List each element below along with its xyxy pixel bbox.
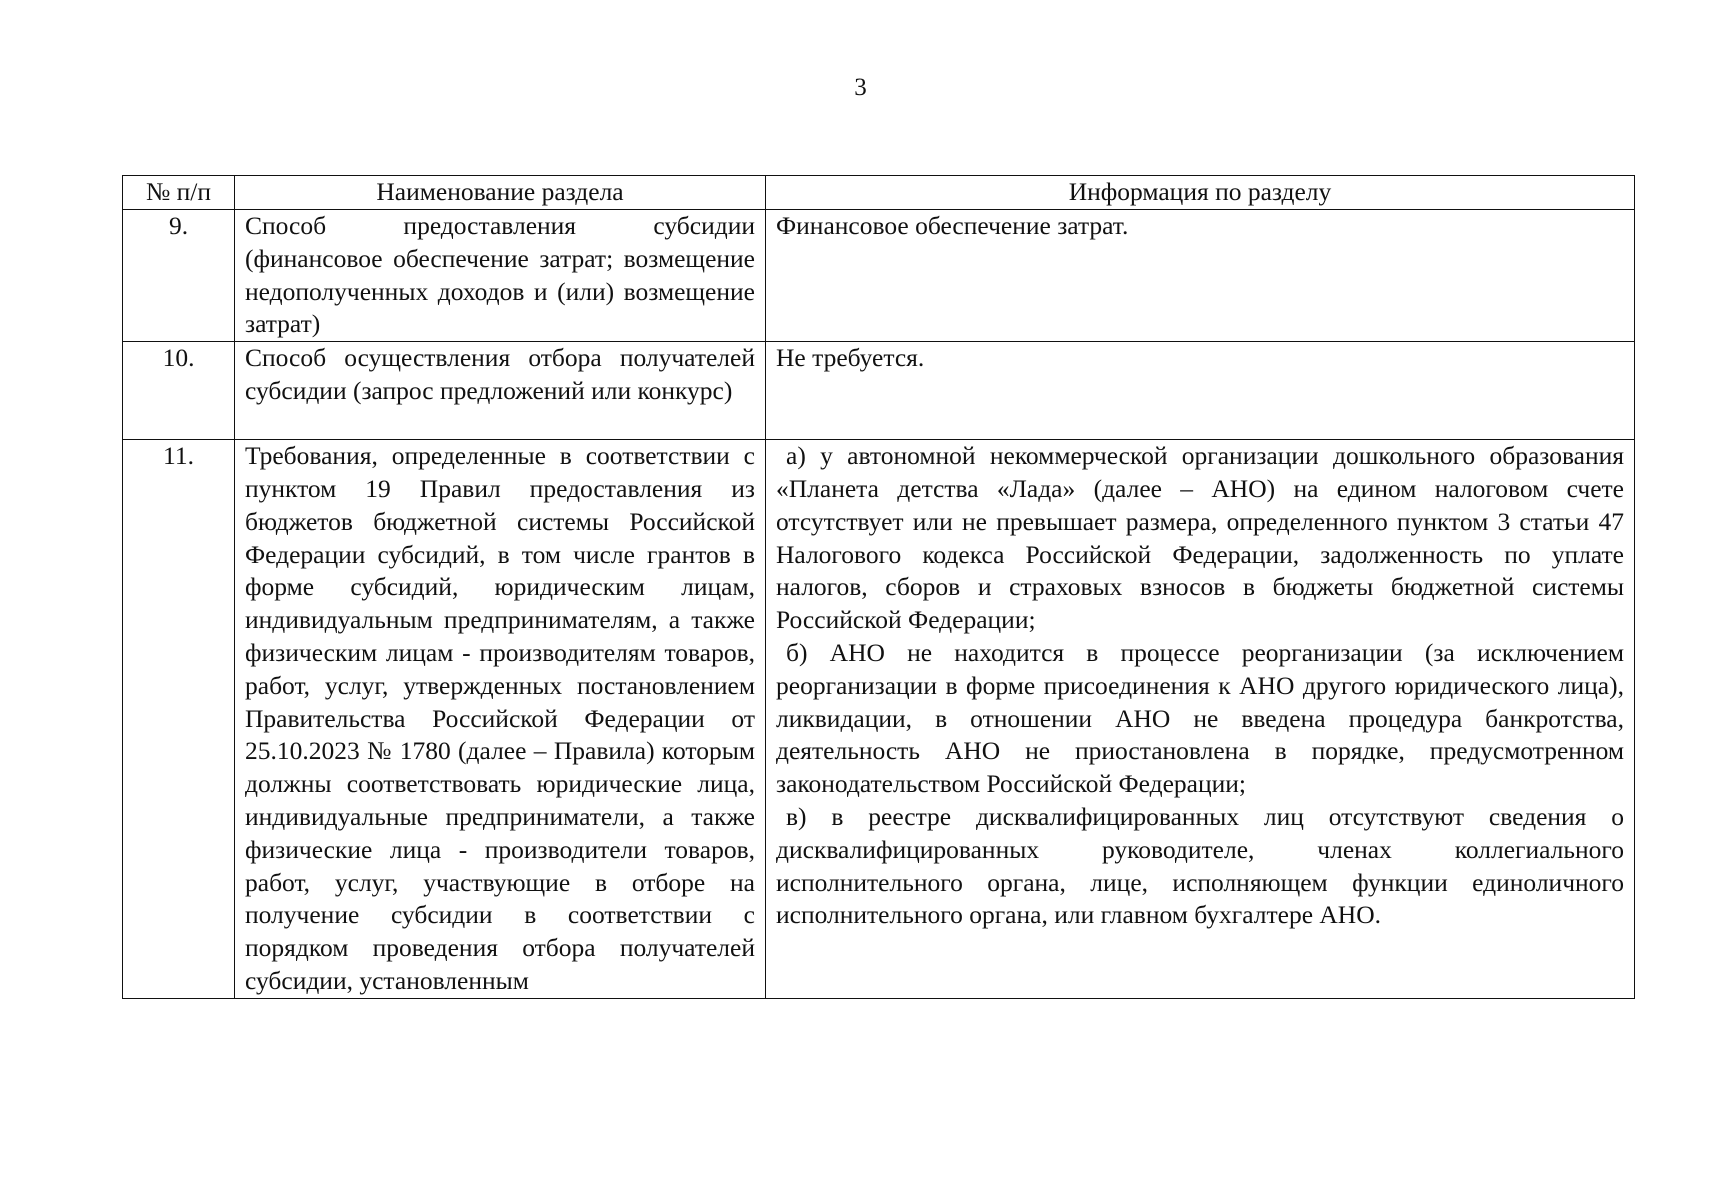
row-section-info [766,210,1635,342]
row-number: 10. [123,342,235,440]
row-section-info [766,342,1635,440]
header-number: № п/п [123,176,235,210]
row-number: 11. [123,440,235,999]
table-header-row [123,176,1635,210]
row-section-name: Способ осуществления отбора получателей субсидии (запрос предложений или конкурс) [235,342,766,440]
info-paragraph: Не требуется. [776,343,925,373]
row-section-info [766,440,1635,999]
table-row [123,440,1635,999]
info-paragraph: а) у автономной некоммерческой организации дошкольного образования «Планета детства «Лада» (далее – АНО) на едином налоговом счете отсутствует или не превышает размера, определенного пунктом 3 статьи 47 Налогового кодекса Российской Федерации, задолженность по уплате налогов, сборов и страховых взносов в бюджеты бюджетной системы Российской Федерации; [776,441,1624,635]
table-row [123,342,1635,440]
row-section-name: Требования, определенные в соответствии с пунктом 19 Правил предоставления из бюджетов бюджетной системы Российской Федерации субсидий, в том числе грантов в форме субсидий, юридическим лицам, индивидуальным предпринимателям, а также физическим лицам - производителям товаров, работ, услуг, утвержденных постановлением Правительства Российской Федерации от 25.10.2023 № 1780 (далее – Правила) которым должны соответствовать юридические лица, индивидуальные предприниматели, а также физические лица - производители товаров, работ, услуг, участвующие в отборе на получение субсидии в соответствии с порядком проведения отбора получателей субсидии, установленным [235,440,766,999]
info-paragraph: б) АНО не находится в процессе реорганизации (за исключением реорганизации в форме присоединения к АНО другого юридического лица), ликвидации, в отношении АНО не введена процедура банкротства, деятельность АНО не приостановлена в порядке, предусмотренном законодательством Российской Федерации; [776,637,1624,799]
header-section-name: Наименование раздела [235,176,766,210]
info-paragraph: Финансовое обеспечение затрат. [776,211,1129,240]
info-paragraph: в) в реестре дисквалифицированных лиц отсутствуют сведения о дисквалифицированных руководителе, членах коллегиального исполнительного органа, лице, исполняющем функции единоличного исполнительного органа, или главном бухгалтере АНО. [776,801,1624,930]
row-number: 9. [123,210,235,342]
section-info-table [122,175,1635,999]
row-section-name: Способ предоставления субсидии (финансовое обеспечение затрат; возмещение недополученных доходов и (или) возмещение затрат) [235,210,766,342]
page-number: 3 [854,74,867,101]
table-row [123,210,1635,342]
header-section-info: Информация по разделу [766,176,1635,210]
